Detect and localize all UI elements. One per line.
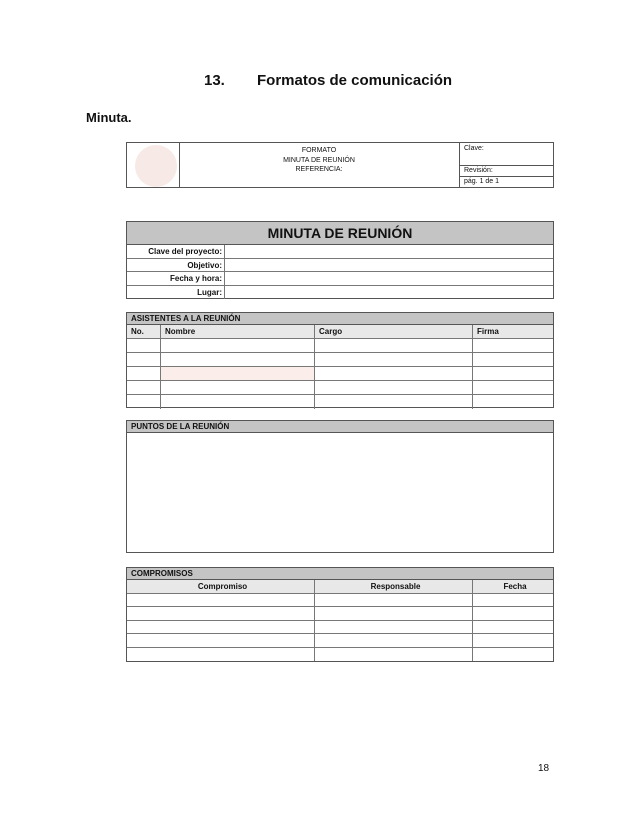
table-cell[interactable] <box>315 648 473 662</box>
table-cell[interactable] <box>127 648 315 662</box>
table-cell[interactable] <box>473 353 553 366</box>
table-cell[interactable] <box>473 648 553 662</box>
meeting-points-area[interactable] <box>127 433 553 552</box>
field-row <box>127 245 553 259</box>
logo-placeholder <box>135 145 177 187</box>
table-cell[interactable] <box>473 395 553 409</box>
table-cell[interactable] <box>127 339 161 352</box>
table-cell[interactable] <box>127 353 161 366</box>
table-cell[interactable] <box>127 381 161 394</box>
table-cell[interactable] <box>473 339 553 352</box>
table-cell[interactable] <box>315 339 473 352</box>
form-header-right <box>459 143 553 187</box>
column-header: Nombre <box>161 325 315 338</box>
table-cell[interactable] <box>161 367 315 380</box>
table-row <box>127 621 553 635</box>
table-cell[interactable] <box>315 634 473 647</box>
attendees-title: ASISTENTES A LA REUNIÓN <box>127 313 553 325</box>
subtitle: Minuta. <box>86 110 132 125</box>
table-cell[interactable] <box>315 367 473 380</box>
meeting-points-box <box>126 420 554 553</box>
attendees-header-row <box>127 325 553 339</box>
commitments-title: COMPROMISOS <box>127 568 553 580</box>
field-label: Lugar: <box>127 286 225 300</box>
objective-field[interactable] <box>225 259 553 272</box>
project-key-field[interactable] <box>225 245 553 258</box>
table-cell[interactable] <box>161 339 315 352</box>
column-header: Responsable <box>315 580 473 593</box>
field-label: Fecha y hora: <box>127 272 225 285</box>
table-row <box>127 395 553 409</box>
column-header: No. <box>127 325 161 338</box>
table-row <box>127 594 553 608</box>
field-row <box>127 272 553 286</box>
clave-label: Clave: <box>459 143 553 166</box>
section-title: Formatos de comunicación <box>257 72 453 89</box>
table-cell[interactable] <box>127 594 315 607</box>
minuta-title: MINUTA DE REUNIÓN <box>127 222 553 245</box>
table-cell[interactable] <box>315 353 473 366</box>
table-cell[interactable] <box>161 381 315 394</box>
column-header: Firma <box>477 327 499 336</box>
column-header: Cargo <box>315 325 473 338</box>
table-row <box>127 607 553 621</box>
table-cell[interactable] <box>473 607 553 620</box>
table-cell[interactable] <box>127 621 315 634</box>
form-header-box <box>126 142 554 188</box>
table-cell[interactable] <box>315 381 473 394</box>
table-row <box>127 353 553 367</box>
form-header-center <box>179 146 459 175</box>
section-number: 13. <box>204 72 225 89</box>
field-label: Objetivo: <box>127 259 225 272</box>
place-field[interactable] <box>225 286 553 300</box>
table-cell[interactable] <box>161 353 315 366</box>
revision-label: Revisión: <box>459 166 553 177</box>
table-cell[interactable] <box>161 395 315 409</box>
table-cell[interactable] <box>315 621 473 634</box>
table-row <box>127 381 553 395</box>
commitments-header-row <box>127 580 553 594</box>
meeting-points-title: PUNTOS DE LA REUNIÓN <box>127 421 553 433</box>
page-number: 18 <box>538 763 550 774</box>
commitments-table <box>126 567 554 662</box>
table-cell[interactable] <box>127 607 315 620</box>
table-row <box>127 339 553 353</box>
table-cell[interactable] <box>315 395 473 409</box>
table-cell[interactable] <box>473 367 553 380</box>
attendees-table <box>126 312 554 408</box>
minuta-table <box>126 221 554 299</box>
field-row <box>127 259 553 273</box>
format-label: FORMATO <box>301 147 337 154</box>
table-cell[interactable] <box>473 634 553 647</box>
table-row <box>127 367 553 381</box>
field-row <box>127 286 553 300</box>
page-label: pág. 1 de 1 <box>464 178 500 185</box>
table-cell[interactable] <box>127 367 161 380</box>
reference-label: REFERENCIA: <box>295 166 343 173</box>
format-name: MINUTA DE REUNIÓN <box>283 156 355 164</box>
table-row <box>127 648 553 662</box>
table-cell[interactable] <box>473 594 553 607</box>
datetime-field[interactable] <box>225 272 553 285</box>
table-row <box>127 634 553 648</box>
field-label: Clave del proyecto: <box>127 245 225 258</box>
column-header: Compromiso <box>127 580 315 593</box>
table-cell[interactable] <box>315 607 473 620</box>
column-header: Fecha <box>503 582 527 591</box>
table-cell[interactable] <box>473 621 553 634</box>
table-cell[interactable] <box>473 381 553 394</box>
table-cell[interactable] <box>127 395 161 409</box>
table-cell[interactable] <box>315 594 473 607</box>
table-cell[interactable] <box>127 634 315 647</box>
